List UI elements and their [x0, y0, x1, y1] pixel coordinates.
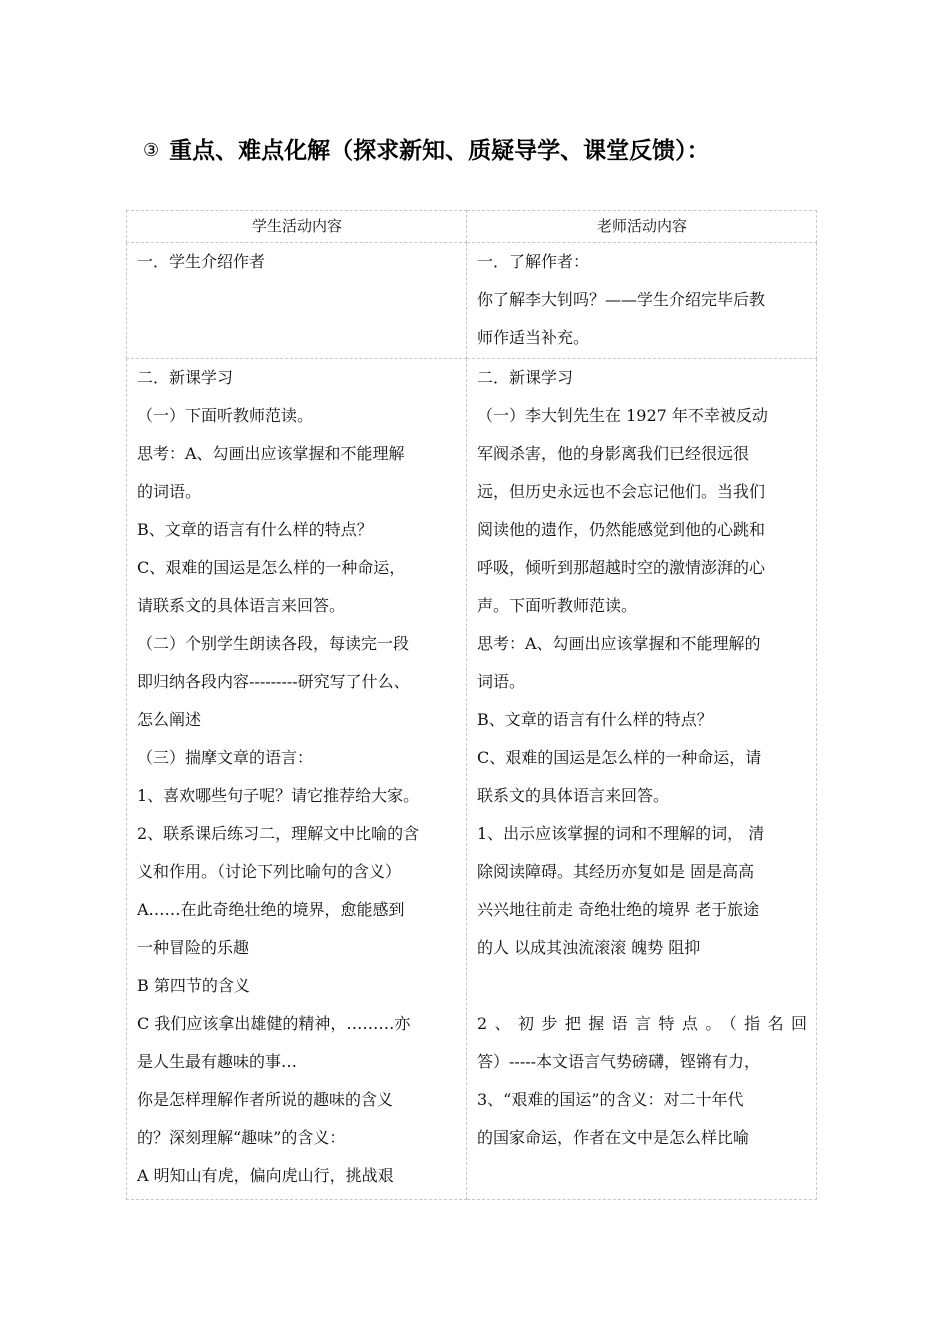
text-line: B 第四节的含义: [137, 976, 250, 995]
text-line: 兴兴地往前走 奇绝壮绝的境界 老于旅途: [477, 900, 760, 919]
text-line: 请联系文的具体语言来回答。: [137, 596, 346, 615]
text-line: 远，但历史永远也不会忘记他们。当我们: [477, 482, 766, 501]
cell-student-new-lesson: [127, 359, 467, 1200]
text-line: 的国家命运，作者在文中是怎么样比喻: [477, 1128, 750, 1147]
text-line: C、艰难的国运是怎么样的一种命运，: [137, 558, 406, 577]
cell-student-author: [127, 243, 467, 359]
text-line: 呼吸，倾听到那超越时空的激情澎湃的心: [477, 558, 766, 577]
text-line: （一）李大钊先生在 1927 年不幸被反动: [477, 406, 768, 425]
text-line: 二．新课学习: [477, 368, 574, 387]
text-line: 3、“艰难的国运”的含义：对二十年代: [477, 1090, 744, 1109]
teacher-text-block: [477, 359, 807, 1199]
table-row-new-lesson: [127, 359, 817, 1200]
text-line: （二）个别学生朗读各段，每读完一段: [137, 634, 410, 653]
text-line: 你了解李大钊吗？——学生介绍完毕后教: [477, 290, 766, 309]
text-line: A 明知山有虎，偏向虎山行，挑战艰: [137, 1166, 394, 1185]
text-line: B、文章的语言有什么样的特点？: [137, 520, 373, 539]
text-line: 一．学生介绍作者: [137, 252, 266, 271]
text-line: 思考：A、勾画出应该掌握和不能理解: [137, 444, 405, 463]
text-line: （三）揣摩文章的语言：: [137, 748, 314, 767]
header-student-activity: 学生活动内容: [127, 211, 467, 243]
lesson-activity-table: [126, 210, 817, 1200]
text-line: 是人生最有趣味的事…: [137, 1052, 298, 1071]
text-line: （一）下面听教师范读。: [137, 406, 314, 425]
text-line: 你是怎样理解作者所说的趣味的含义: [137, 1090, 394, 1109]
text-line: 一．了解作者：: [477, 252, 590, 271]
circled-number-marker: ③: [143, 140, 160, 161]
text-line: A……在此奇绝壮绝的境界，愈能感到: [137, 900, 405, 919]
text-line: 1、喜欢哪些句子呢？请它推荐给大家。: [137, 786, 420, 805]
text-line: 一种冒险的乐趣: [137, 938, 250, 957]
text-line: 思考：A、勾画出应该掌握和不能理解的: [477, 634, 761, 653]
text-line: 阅读他的遗作，仍然能感觉到他的心跳和: [477, 520, 766, 539]
text-line: 联系文的具体语言来回答。: [477, 786, 670, 805]
text-line: 答）-----本文语言气势磅礴，铿锵有力，: [477, 1052, 761, 1071]
text-line: 除阅读障碍。其经历亦复如是 固是高高: [477, 862, 755, 881]
student-text-block: [137, 359, 457, 1199]
header-teacher-activity: 老师活动内容: [467, 211, 817, 243]
table-header-row: [127, 211, 817, 243]
text-line: B、文章的语言有什么样的特点？: [477, 710, 713, 729]
text-line: 2、联系课后练习二，理解文中比喻的含: [137, 824, 420, 843]
section-heading: [143, 132, 710, 165]
text-line: C、艰难的国运是怎么样的一种命运，请: [477, 748, 762, 767]
text-line: 1、出示应该掌握的词和不理解的词， 清: [477, 824, 765, 843]
text-line: 的词语。: [137, 482, 202, 501]
text-line: 词语。: [477, 672, 526, 691]
text-line: 声。下面听教师范读。: [477, 596, 638, 615]
text-line: 的？深刻理解“趣味”的含义：: [137, 1128, 346, 1147]
text-line: C 我们应该拿出雄健的精神，………亦: [137, 1014, 411, 1033]
text-line: 师作适当补充。: [477, 328, 590, 347]
cell-teacher-new-lesson: [467, 359, 817, 1200]
section-heading-text: 重点、难点化解（探求新知、质疑导学、课堂反馈）：: [169, 137, 710, 164]
text-line: [477, 967, 807, 1005]
table-row-author: [127, 243, 817, 359]
text-line: 二．新课学习: [137, 368, 234, 387]
text-line: 义和作用。（讨论下列比喻句的含义）: [137, 862, 402, 881]
cell-teacher-author: [467, 243, 817, 359]
text-line: 的人 以成其浊流滚滚 魄势 阻抑: [477, 938, 701, 957]
text-line: 怎么阐述: [137, 710, 202, 729]
text-line: 即归纳各段内容---------研究写了什么、: [137, 672, 410, 691]
text-line: 军阀杀害，他的身影离我们已经很远很: [477, 444, 750, 463]
text-line: 2、初步把握语言特点。（指名回: [477, 1014, 807, 1033]
